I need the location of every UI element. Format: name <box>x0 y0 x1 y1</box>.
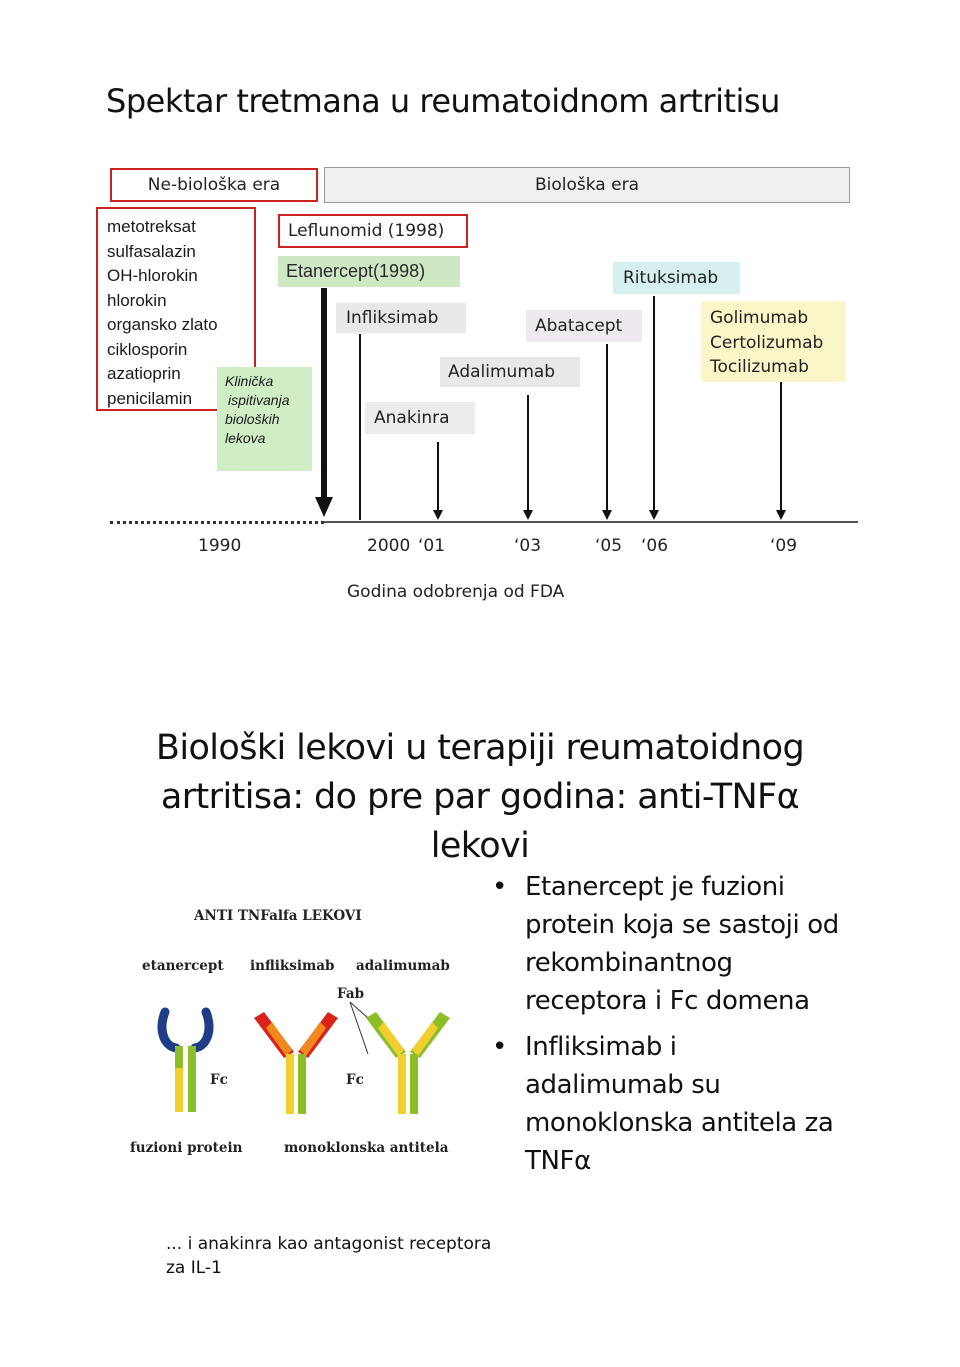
timeline-tick-label: ‘05 <box>595 536 623 556</box>
drug-item: OH-hlorokin <box>107 266 198 285</box>
figure-label-infliksimab: infliksimab <box>250 958 335 974</box>
anakinra-connector <box>437 442 439 510</box>
figure-label-fab: Fab <box>337 986 365 1002</box>
clinical-trials-line: lekova <box>225 430 266 446</box>
drug-item: organsko zlato <box>107 315 218 334</box>
bullet-item <box>492 868 842 1020</box>
infliksimab-label: Infliksimab <box>336 303 466 333</box>
late-biologics-connector <box>780 382 782 510</box>
page-title: Spektar tretmana u reumatoidnom artritisu <box>106 82 780 120</box>
timeline-tick-label: 2000 <box>367 536 411 556</box>
late-biologic-item: Tocilizumab <box>710 357 809 377</box>
anti-tnf-figure <box>118 894 456 1206</box>
timeline-tick-label: ‘01 <box>418 536 446 556</box>
slide-title: Biološki lekovi u terapiji reumatoidnog artritisa: do pre par godina: anti-TNFα lekovi <box>155 728 805 866</box>
late-biologic-item: Golimumab <box>710 308 809 328</box>
etanercept-arrow-head <box>315 497 333 517</box>
anakinra-arrow-head <box>433 510 443 520</box>
clinical-trials-box <box>217 367 312 471</box>
figure-label-mono: monoklonska antitela <box>284 1140 449 1156</box>
adalimumab-label: Adalimumab <box>440 357 580 387</box>
antibody-diagram <box>118 894 456 1206</box>
leflunomid-label: Leflunomid (1998) <box>278 214 468 248</box>
biologic-era-header: Biološka era <box>324 167 850 203</box>
bullet-list <box>492 868 842 1188</box>
etanercept-molecule <box>162 1012 228 1112</box>
timeline-axis-dotted <box>110 521 324 524</box>
bullet-dot: • <box>492 872 507 902</box>
figure-label-fusion: fuzioni protein <box>130 1140 243 1156</box>
timeline-tick-label: ‘09 <box>770 536 798 556</box>
timeline-tick-label: ‘03 <box>514 536 542 556</box>
drug-item: ciklosporin <box>107 339 188 359</box>
adalimumab-connector <box>527 395 529 510</box>
etanercept-arrow-shaft <box>321 288 327 498</box>
etanercept-label: Etanercept(1998) <box>278 256 460 287</box>
rituksimab-arrow-head <box>649 510 659 520</box>
abatacept-arrow-head <box>602 510 612 520</box>
timeline-tick-label: ‘06 <box>641 536 669 556</box>
adalimumab-arrow-head <box>523 510 533 520</box>
bullet-item <box>492 1028 842 1180</box>
timeline-axis-title: Godina odobrenja od FDA <box>347 582 565 602</box>
footnote: ... i anakinra kao antagonist receptora za IL-1 <box>166 1234 492 1278</box>
late-biologic-item: Certolizumab <box>710 332 824 353</box>
bullet-text: Etanercept je fuzioni protein koja se sastoji od rekombinantnog receptora i Fc domena <box>525 872 839 1016</box>
figure-label-fc1: Fc <box>210 1072 228 1088</box>
figure-label-adalimumab: adalimumab <box>356 958 450 974</box>
drug-item: penicilamin <box>107 388 193 408</box>
bullet-dot: • <box>492 1032 507 1062</box>
abatacept-connector <box>606 344 608 510</box>
figure-title: ANTI TNFalfa LEKOVI <box>194 908 362 924</box>
adalimumab-molecule <box>366 1012 450 1114</box>
late-biologics-box <box>701 301 846 382</box>
figure-label-etanercept: etanercept <box>142 958 224 974</box>
bullet-text: Infliksimab i adalimumab su monoklonska antitela za TNFα <box>525 1032 834 1176</box>
drug-item: sulfasalazin <box>107 241 196 261</box>
rituksimab-label: Rituksimab <box>613 262 740 294</box>
clinical-trials-line: bioloških <box>225 411 280 427</box>
drug-item: metotreksat <box>107 217 196 236</box>
non-biologic-era-header: Ne-biološka era <box>110 168 318 202</box>
infliksimab-molecule <box>254 1012 364 1114</box>
infliksimab-connector <box>359 334 361 520</box>
timeline-axis <box>324 521 858 523</box>
timeline-tick-label: 1990 <box>198 536 242 556</box>
clinical-trials-line: ispitivanja <box>228 392 290 408</box>
late-biologics-arrow-head <box>776 510 786 520</box>
clinical-trials-line: Klinička <box>225 373 274 389</box>
drug-item: hlorokin <box>107 290 167 310</box>
abatacept-label: Abatacept <box>526 310 642 342</box>
anakinra-label: Anakinra <box>365 402 475 434</box>
slide-anti-tnf <box>0 684 960 1367</box>
rituksimab-connector <box>653 296 655 510</box>
drug-item: azatioprin <box>107 364 181 383</box>
figure-label-fc2: Fc <box>346 1072 364 1088</box>
